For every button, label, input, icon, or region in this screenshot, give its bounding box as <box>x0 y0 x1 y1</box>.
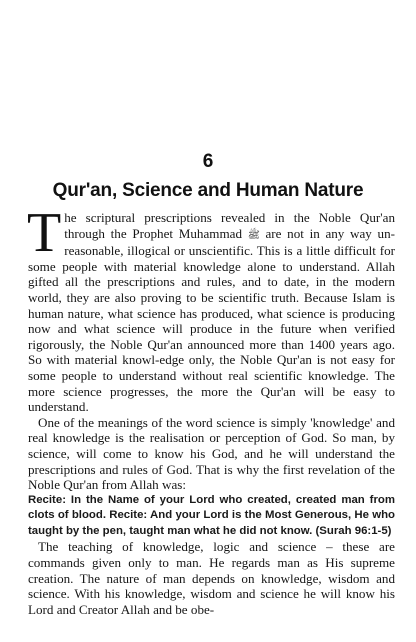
honorific-symbol: ﷺ <box>247 229 260 241</box>
body-paragraph <box>27 202 395 415</box>
chapter-body <box>27 202 395 617</box>
quran-quote: Recite: In the Name of your Lord who created, created man from clots of blood. Recite: And your Lord is the Most Generous, He who taught by the pen, taught man what he did not know. (Surah 96:1-5) <box>28 493 395 537</box>
body-paragraph: The teaching of knowledge, logic and science – these are commands given only to man. He regards man as His supreme creation. The nature of man depends on knowledge, wisdom and science. With his knowledge, wisdom and science he will know his Lord and Creator Allah and be obe- <box>28 539 395 617</box>
paragraph-text: are not in any way un-reasonable, illogical or unscientific. This is a little difficult for some people with material knowledge alone to understand. Allah gifted all the prescriptions and rules, and to date, in the modern world, they are also proving to be scientific truth. Because Islam is human nature, what science has produced, what science is producing now and what science will produce in the future when verified rigorously, the Noble Qur'an announced more than 1400 years ago. So with material knowl-edge only, the Noble Qur'an is not easy for some people to understand without real scientific knowledge. The more science progresses, the more the Qur'an will be easy to understand. <box>28 225 395 415</box>
paragraph-text: he scriptural prescriptions revealed in the Noble Qur'an through the Prophet Muhammad <box>64 210 395 241</box>
chapter-title: Qur'an, Science and Human Nature <box>52 180 364 201</box>
body-paragraph: One of the meanings of the word science is simply 'knowledge' and real knowledge is the realisation or perception of God. So man, by science, will come to know his God, and he will understand the prescriptions and rules of God. That is why the first revelation of the Noble Qur'an from Allah was: <box>28 414 395 493</box>
drop-cap: T <box>27 202 62 264</box>
chapter-number: 6 <box>202 151 214 172</box>
